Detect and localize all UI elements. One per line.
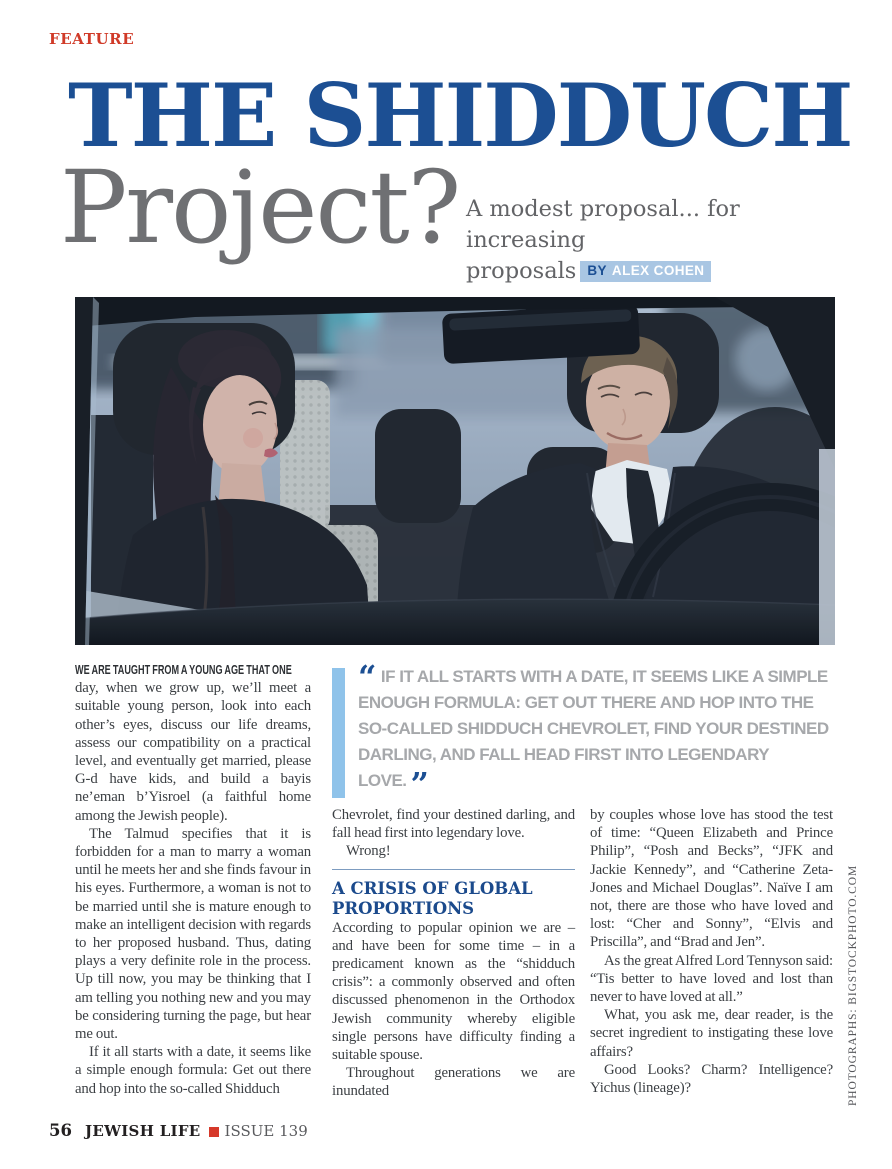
photo-credit: PHOTOGRAPHS: BIGSTOCKPHOTO.COM xyxy=(847,864,859,1106)
article-subtitle xyxy=(466,194,856,287)
subtitle-line2: proposals xyxy=(466,258,577,284)
paragraph: According to popular opinion we are – and have been for some time – in a predicament known as the “shidduch crisis”: a commonly observed and often discussed phenomenon in the Orthodox Jewish community whereby eligible single persons have difficulty finding a suitable spouse. xyxy=(332,919,575,1064)
article-title-line1: THE SHIDDUCH xyxy=(68,64,852,167)
paragraph: by couples whose love has stood the test of time: “Queen Elizabeth and Prince Philip”, “Posh and Becks”, “JFK and Jackie Kennedy”, and “Catherine Zeta-Jones and Michael Douglas”. Naïve I am not, there are those who have loved and lost: “Cher and Sonny”, “Elvis and Priscilla”, and “Brad and Jen”. xyxy=(590,807,833,951)
pull-quote xyxy=(332,658,835,803)
pull-quote-bar xyxy=(332,668,345,798)
cool-tint-overlay xyxy=(75,297,835,645)
article-title-line2: Project? xyxy=(60,149,460,266)
paragraph: Chevrolet, find your destined darling, and fall head first into legendary love. xyxy=(332,807,575,842)
open-quote-icon: “ xyxy=(358,658,376,696)
paragraph: If it all starts with a date, it seems like a simple enough formula: Get out there and hop into the so-called Shidduch xyxy=(75,1044,311,1097)
paragraph-text: day, when we grow up, we’ll meet a suitable young person, look into each other’s eyes, discuss our life dreams, assess our compatibility on a practical level, and eventually get married, please G-d have kids, and build a bayis ne’eman b’Yisroel (a faithful home among the Jewish people). xyxy=(75,680,311,824)
paragraph xyxy=(75,661,311,825)
issue-number: ISSUE 139 xyxy=(224,1122,308,1140)
section-divider xyxy=(332,869,575,870)
page-number: 56 xyxy=(49,1121,72,1140)
paragraph: Wrong! xyxy=(346,843,391,860)
paragraph: The Talmud specifies that it is forbidden for a man to marry a woman until he meets her and she finds favour in his eyes. Furthermore, a woman is not to be married until she is mature enough to make an intelligent decision with regards to her proposed husband. Thus, dating plays a very definite role in the process. Up till now, you may be thinking that I am telling you nothing new and you may be considering turning the page, but hear me out. xyxy=(75,825,311,1043)
body-column-2 xyxy=(332,806,575,1101)
section-heading: A CRISIS OF GLOBAL PROPORTIONS xyxy=(332,878,533,918)
paragraph-leadin: WE ARE TAUGHT FROM A YOUNG AGE THAT ONE xyxy=(75,662,292,677)
red-square-icon xyxy=(209,1127,219,1137)
subtitle-line1: A modest proposal... for increasing xyxy=(466,196,740,253)
page-footer xyxy=(49,1121,308,1140)
byline-label: BY xyxy=(587,263,607,278)
close-quote-icon: ” xyxy=(410,765,429,803)
paragraph: Throughout generations we are inundated xyxy=(332,1065,575,1100)
body-column-1 xyxy=(75,661,311,1098)
body-column-3 xyxy=(590,806,833,1097)
article-photo-couple-in-car xyxy=(75,297,835,645)
section-kicker: FEATURE xyxy=(49,30,135,48)
byline-name: ALEX COHEN xyxy=(611,263,705,278)
magazine-name: JEWISH LIFE xyxy=(84,1122,201,1140)
byline-badge xyxy=(580,261,711,282)
paragraph: Good Looks? Charm? Intelligence? Yichus (lineage)? xyxy=(590,1061,833,1097)
pull-quote-body: IF IT ALL STARTS WITH A DATE, IT SEEMS LIKE A SIMPLE ENOUGH FORMULA: GET OUT THERE AND HOP INTO THE SO-CALLED SHIDDUCH CHEVROLET, FIND YOUR DESTINED DARLING, AND FALL HEAD FIRST INTO LEGENDARY LOVE. xyxy=(358,667,829,790)
pull-quote-text xyxy=(358,658,835,803)
paragraph: As the great Alfred Lord Tennyson said: “Tis better to have loved and lost than never to have loved at all.” xyxy=(590,952,834,1006)
paragraph: What, you ask me, dear reader, is the secret ingredient to instigating these love affairs? xyxy=(590,1007,833,1060)
